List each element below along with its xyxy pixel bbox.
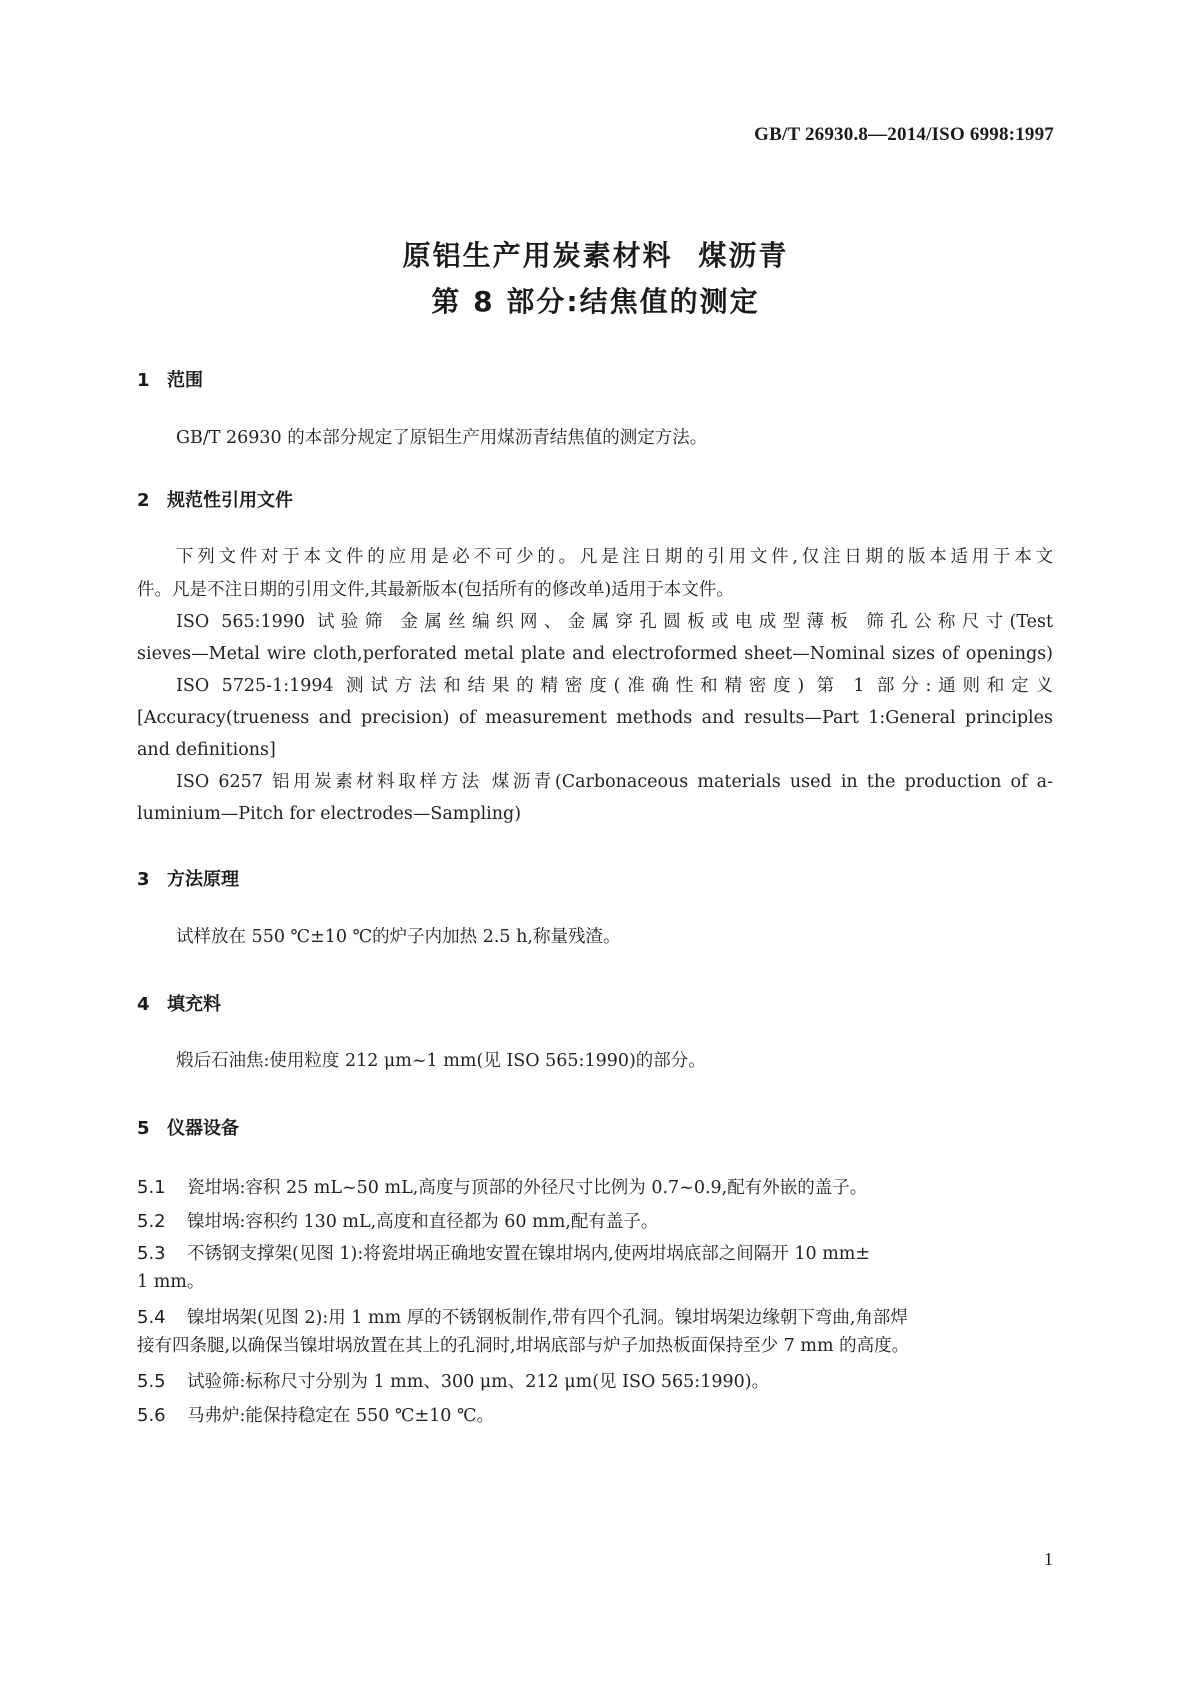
clause-text: 瓷坩埚:容积 25 mL~50 mL,高度与顶部的外径尺寸比例为 0.7~0.9,配有外嵌的盖子。 <box>187 1178 868 1198</box>
clause-5-4-line2: 接有四条腿,以确保当镍坩埚放置在其上的孔洞时,坩埚底部与炉子加热板面保持至少 7 mm 的高度。 <box>137 1336 910 1356</box>
document-title-line1: 原铝生产用炭素材料 煤沥青 <box>402 239 789 272</box>
section-2-intro-line2: 件。凡是不注日期的引用文件,其最新版本(包括所有的修改单)适用于本文件。 <box>137 580 734 600</box>
section-number: 2 <box>137 490 150 511</box>
clause-number: 5.4 <box>137 1307 166 1328</box>
clause-5-2 <box>137 1208 658 1233</box>
clause-5-4 <box>137 1304 908 1329</box>
clause-number: 5.3 <box>137 1243 166 1264</box>
reference-iso6257-line2: luminium—Pitch for electrodes—Sampling) <box>137 804 522 824</box>
section-title: 仪器设备 <box>167 1118 239 1139</box>
reference-iso5725-line3: and definitions] <box>137 740 276 760</box>
clause-number: 5.5 <box>137 1371 166 1392</box>
clause-5-3 <box>137 1240 1053 1265</box>
section-title: 规范性引用文件 <box>167 490 293 511</box>
section-4-heading <box>137 990 221 1016</box>
clause-text: 试验筛:标称尺寸分别为 1 mm、300 μm、212 μm(见 ISO 565:1990)。 <box>187 1372 770 1392</box>
section-number: 4 <box>137 994 150 1015</box>
section-5-heading <box>137 1114 239 1140</box>
standard-code-header: GB/T 26930.8—2014/ISO 6998:1997 <box>754 124 1054 145</box>
section-2-intro-line1: 下列文件对于本文件的应用是必不可少的。凡是注日期的引用文件,仅注日期的版本适用于本文 <box>176 547 1053 567</box>
section-title: 方法原理 <box>167 869 239 890</box>
reference-iso565-line2: sieves—Metal wire cloth,perforated metal plate and electroformed sheet—Nominal sizes of openings) <box>137 644 1053 664</box>
reference-iso6257-line1: ISO 6257 铝用炭素材料取样方法 煤沥青(Carbonaceous materials used in the production of a- <box>176 772 1053 792</box>
page-number: 1 <box>1044 1549 1053 1569</box>
section-1-text: GB/T 26930 的本部分规定了原铝生产用煤沥青结焦值的测定方法。 <box>176 428 708 448</box>
section-2-heading <box>137 486 293 512</box>
section-number: 5 <box>137 1118 150 1139</box>
section-number: 3 <box>137 869 150 890</box>
reference-iso5725-line2: [Accuracy(trueness and precision) of measurement methods and results—Part 1:General principles <box>137 708 1053 728</box>
section-title: 范围 <box>167 370 203 391</box>
clause-number: 5.6 <box>137 1405 166 1426</box>
clause-text: 不锈钢支撑架(见图 1):将瓷坩埚正确地安置在镍坩埚内,使两坩埚底部之间隔开 10 mm± <box>187 1244 871 1264</box>
section-4-text: 煅后石油焦:使用粒度 212 μm~1 mm(见 ISO 565:1990)的部分。 <box>176 1051 706 1071</box>
clause-5-6 <box>137 1402 494 1427</box>
section-title: 填充料 <box>167 994 221 1015</box>
clause-5-5 <box>137 1368 769 1393</box>
reference-iso5725-line1: ISO 5725-1:1994 测试方法和结果的精密度(准确性和精密度) 第 1 部分:通则和定义 <box>176 676 1053 696</box>
reference-iso565-line1: ISO 565:1990 试验筛 金属丝编织网、金属穿孔圆板或电成型薄板 筛孔公称尺寸(Test <box>176 612 1053 632</box>
section-number: 1 <box>137 370 150 391</box>
section-1-heading <box>137 366 203 392</box>
clause-5-1 <box>137 1174 867 1199</box>
clause-text: 镍坩埚:容积约 130 mL,高度和直径都为 60 mm,配有盖子。 <box>187 1212 659 1232</box>
clause-text: 马弗炉:能保持稳定在 550 ℃±10 ℃。 <box>187 1406 495 1426</box>
section-3-heading <box>137 865 239 891</box>
clause-number: 5.1 <box>137 1177 166 1198</box>
clause-5-3-line2: 1 mm。 <box>137 1272 205 1292</box>
section-3-text: 试样放在 550 ℃±10 ℃的炉子内加热 2.5 h,称量残渣。 <box>176 927 621 947</box>
clause-text: 镍坩埚架(见图 2):用 1 mm 厚的不锈钢板制作,带有四个孔洞。镍坩埚架边缘朝下弯曲,角部焊 <box>187 1308 908 1328</box>
clause-number: 5.2 <box>137 1211 166 1232</box>
document-title-line2: 第 8 部分:结焦值的测定 <box>431 285 760 318</box>
